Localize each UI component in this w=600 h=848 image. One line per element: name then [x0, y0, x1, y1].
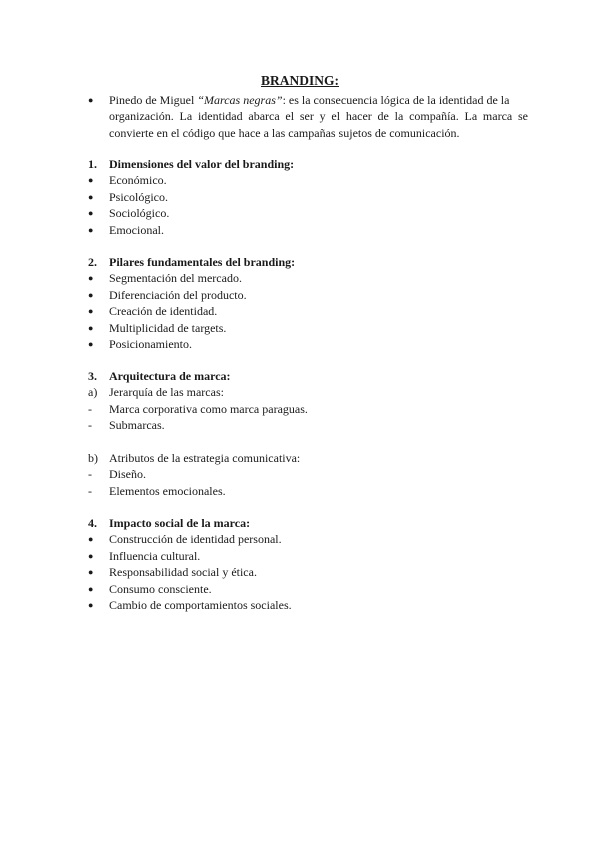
list-item-text: Diseño. — [109, 467, 146, 482]
intro-book-title: “Marcas negras” — [197, 93, 283, 107]
list-item — [88, 581, 528, 597]
section-heading-text: Pilares fundamentales del branding: — [109, 255, 296, 269]
section-heading-text: Arquitectura de marca: — [109, 369, 231, 383]
list-item — [88, 205, 528, 221]
list-item-text: Económico. — [109, 173, 167, 188]
bullet-icon: ● — [88, 306, 94, 317]
bullet-icon: ● — [88, 191, 94, 202]
section-number: 4. — [88, 516, 97, 530]
list-item-text: Sociológico. — [109, 206, 170, 221]
bullet-icon: ● — [88, 583, 94, 594]
list-item-text: Diferenciación del producto. — [109, 287, 247, 302]
dash-icon: - — [88, 467, 92, 482]
subsection-label-text: Jerarquía de las marcas: — [109, 385, 224, 400]
subsection-letter: a) — [88, 385, 98, 400]
subsection-label — [88, 450, 528, 466]
bullet-icon: ● — [88, 273, 94, 284]
section-4 — [88, 515, 528, 613]
dash-icon: - — [88, 401, 92, 416]
section-3 — [88, 368, 528, 434]
dash-icon: - — [88, 483, 92, 498]
document-title: BRANDING: — [260, 73, 339, 88]
list-item-text: Posicionamiento. — [109, 336, 192, 351]
list-item-text: Construcción de identidad personal. — [109, 532, 282, 547]
intro-line-3-text: convierte en el código que hace a las campañas sujetos de comunicación. — [109, 125, 460, 140]
list-item-text: Cambio de comportamientos sociales. — [109, 597, 292, 612]
list-item-text: Multiplicidad de targets. — [109, 320, 227, 335]
intro-paragraph — [88, 92, 528, 141]
bullet-icon: ● — [88, 175, 94, 186]
intro-line-3 — [88, 125, 528, 141]
list-item-text: Consumo consciente. — [109, 581, 212, 596]
bullet-icon: ● — [88, 224, 94, 235]
bullet-icon: ● — [88, 599, 94, 610]
list-item-text: Psicológico. — [109, 189, 168, 204]
bullet-icon: ● — [88, 208, 94, 219]
list-item-text: Segmentación del mercado. — [109, 271, 242, 286]
list-item — [88, 548, 528, 564]
list-item — [88, 336, 528, 352]
section-1 — [88, 156, 528, 238]
list-item — [88, 320, 528, 336]
bullet-icon: ● — [88, 534, 94, 545]
list-item — [88, 483, 528, 499]
section-heading — [88, 156, 528, 172]
section-heading-text: Impacto social de la marca: — [109, 516, 251, 530]
list-item — [88, 564, 528, 580]
list-item-text: Emocional. — [109, 222, 164, 237]
list-item-text: Marca corporativa como marca paraguas. — [109, 401, 308, 416]
intro-author: Pinedo de Miguel — [109, 93, 198, 107]
intro-line-1-rest: : es la consecuencia lógica de la identidad de la — [282, 93, 510, 107]
list-item — [88, 172, 528, 188]
section-2 — [88, 254, 528, 352]
section-heading — [88, 254, 528, 270]
section-number: 1. — [88, 157, 97, 171]
list-item — [88, 287, 528, 303]
section-heading — [88, 515, 528, 531]
list-item-text: Creación de identidad. — [109, 304, 218, 319]
list-item — [88, 466, 528, 482]
subsection-label — [88, 384, 528, 400]
list-item — [88, 417, 528, 433]
list-item — [88, 531, 528, 547]
section-number: 3. — [88, 369, 97, 383]
list-item — [88, 401, 528, 417]
intro-line-2-text: organización. La identidad abarca el ser y el hacer de la compañía. La marca se — [109, 109, 528, 124]
list-item-text: Influencia cultural. — [109, 548, 201, 563]
bullet-icon: ● — [88, 322, 94, 333]
subsection-letter: b) — [88, 451, 98, 465]
list-item-text: Submarcas. — [109, 418, 165, 433]
bullet-icon: ● — [88, 95, 94, 105]
bullet-icon: ● — [88, 550, 94, 561]
list-item-text: Responsabilidad social y ética. — [109, 565, 257, 580]
subsection-label-text: Atributos de la estrategia comunicativa: — [109, 451, 301, 465]
bullet-icon: ● — [88, 338, 94, 349]
list-item — [88, 597, 528, 613]
list-item — [88, 303, 528, 319]
list-item — [88, 222, 528, 238]
list-item-text: Elementos emocionales. — [109, 483, 226, 498]
list-item — [88, 270, 528, 286]
section-number: 2. — [88, 255, 97, 269]
section-heading-text: Dimensiones del valor del branding: — [109, 157, 295, 171]
section-3b — [88, 450, 528, 499]
list-item — [88, 189, 528, 205]
bullet-icon: ● — [88, 289, 94, 300]
dash-icon: - — [88, 418, 92, 433]
intro-line-1-text — [109, 92, 509, 108]
bullet-icon: ● — [88, 567, 94, 578]
section-heading — [88, 368, 528, 384]
intro-line-2 — [88, 108, 528, 124]
intro-line-1 — [88, 92, 528, 108]
